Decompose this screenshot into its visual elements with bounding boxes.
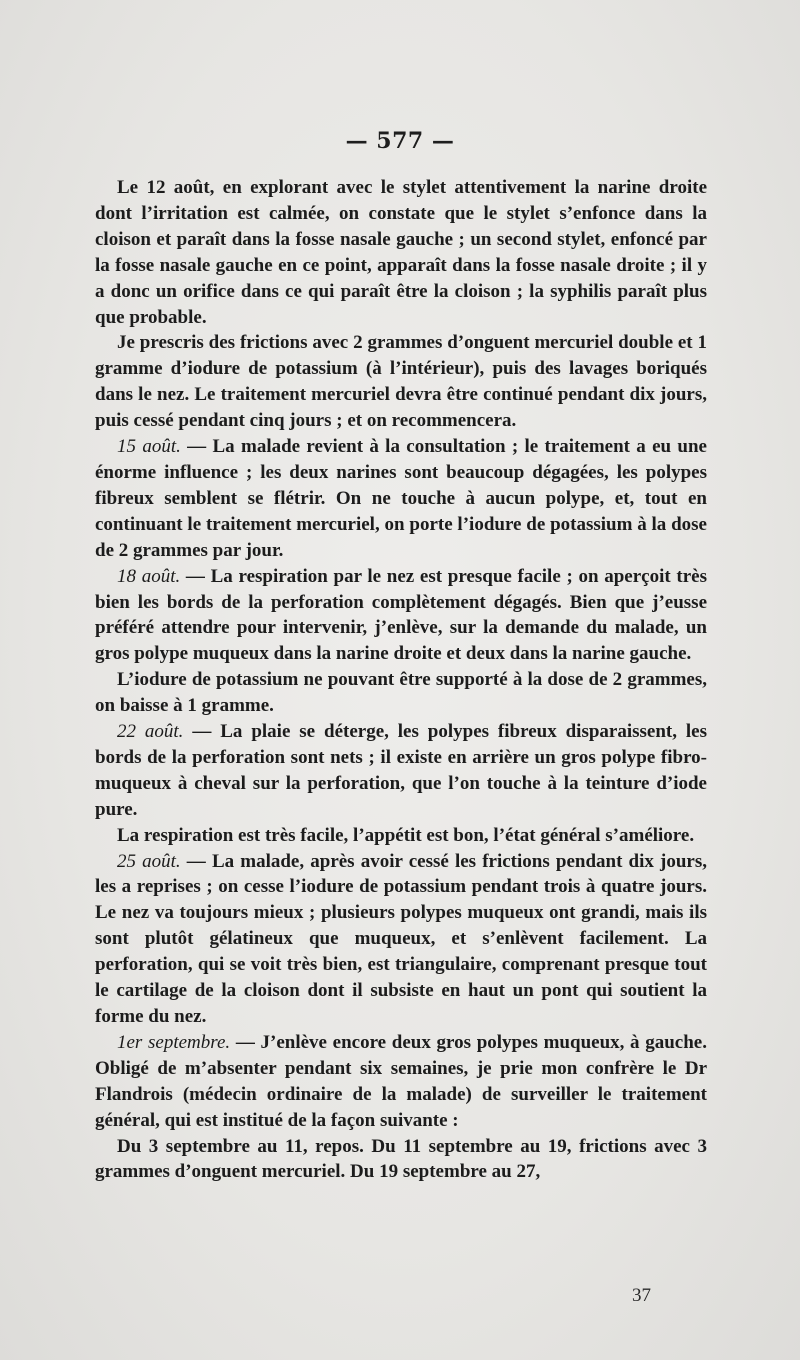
paragraph-6-text: — La plaie se déterge, les polypes fibreux disparaissent, les bords de la perforation sont nets ; il existe en arrière un gros polype fibro-muqueux à cheval sur la perforation, que l’on touche à la teinture d’iode pure. (95, 721, 707, 820)
paragraph-2-text: Je prescris des frictions avec 2 grammes d’onguent mercuriel double et 1 gramme d’iodure de potassium (à l’intérieur), puis des lavages boriqués dans le nez. Le traitement mercuriel devra être continué pendant dix jours, puis cessé pendant cinq jours ; et on recommencera. (95, 332, 707, 432)
signature-mark: 37 (632, 1285, 651, 1306)
text-body (95, 175, 707, 1185)
paragraph-5-text: L’iodure de potassium ne pouvant être supporté à la dose de 2 grammes, on baisse à 1 gramme. (95, 669, 707, 717)
paragraph-9 (95, 1030, 707, 1134)
paragraph-4-text: — La respiration par le nez est presque facile ; on aperçoit très bien les bords de la perforation complètement dégagés. Bien que j’eusse préféré attendre pour intervenir, j’enlève, sur la demande du malade, un gros polype muqueux dans la narine droite et deux dans la narine gauche. (95, 565, 707, 665)
paragraph-1-text: Le 12 août, en explorant avec le stylet attentivement la narine droite dont l’irritation est calmée, on constate que le stylet s’enfonce dans la cloison et paraît dans la fosse nasale gauche ; un second stylet, enfoncé par la fosse nasale gauche en ce point, apparaît dans la fosse nasale droite ; il y a donc un orifice dans ce qui paraît être la cloison ; la syphilis paraît plus que probable. (95, 177, 707, 328)
paragraph-10-text: Du 3 septembre au 11, repos. Du 11 septembre au 19, frictions avec 3 grammes d’onguent mercuriel. Du 19 septembre au 27, (95, 1135, 707, 1183)
paragraph-3 (95, 434, 707, 564)
entry-date: 22 août. (117, 721, 184, 743)
paragraph-5 (95, 667, 707, 719)
paragraph-2 (95, 330, 707, 434)
paragraph-7-text: La respiration est très facile, l’appétit est bon, l’état général s’améliore. (117, 824, 695, 846)
entry-date: 1er septembre. (117, 1031, 231, 1053)
page-number: — 577 — (345, 128, 455, 154)
paragraph-4 (95, 564, 707, 668)
paragraph-6 (95, 719, 707, 823)
paragraph-10 (95, 1134, 707, 1186)
entry-date: 15 août. (117, 436, 181, 458)
entry-date: 25 août. (117, 850, 181, 872)
paragraph-3-text: — La malade revient à la consultation ; le traitement a eu une énorme influence ; les deux narines sont beaucoup dégagées, les polypes fibreux semblent se flétrir. On ne touche à aucun polype, et, tout en continuant le traitement mercuriel, on porte l’iodure de potassium à la dose de 2 grammes par jour. (95, 436, 707, 561)
paragraph-1 (95, 175, 707, 330)
paragraph-9-text: — J’enlève encore deux gros polypes muqueux, à gauche. Obligé de m’absenter pendant six semaines, je prie mon confrère le Dr Flandrois (médecin ordinaire de la malade) de surveiller le traitement général, qui est institué de la façon suivante : (95, 1031, 707, 1131)
entry-date: 18 août. (117, 565, 181, 587)
paragraph-8-text: — La malade, après avoir cessé les frictions pendant dix jours, les a reprises ; on cesse l’iodure de potassium pendant trois à quatre jours. Le nez va toujours mieux ; plusieurs polypes muqueux ont grandi, mais ils sont plutôt gélatineux que muqueux, et s’enlèvent facilement. La perforation, qui se voit très bien, est triangulaire, comprenant presque tout le cartilage de la cloison dont il subsiste en haut un pont qui soutient la forme du nez. (95, 850, 707, 1027)
paragraph-7 (95, 823, 707, 849)
paragraph-8 (95, 849, 707, 1030)
